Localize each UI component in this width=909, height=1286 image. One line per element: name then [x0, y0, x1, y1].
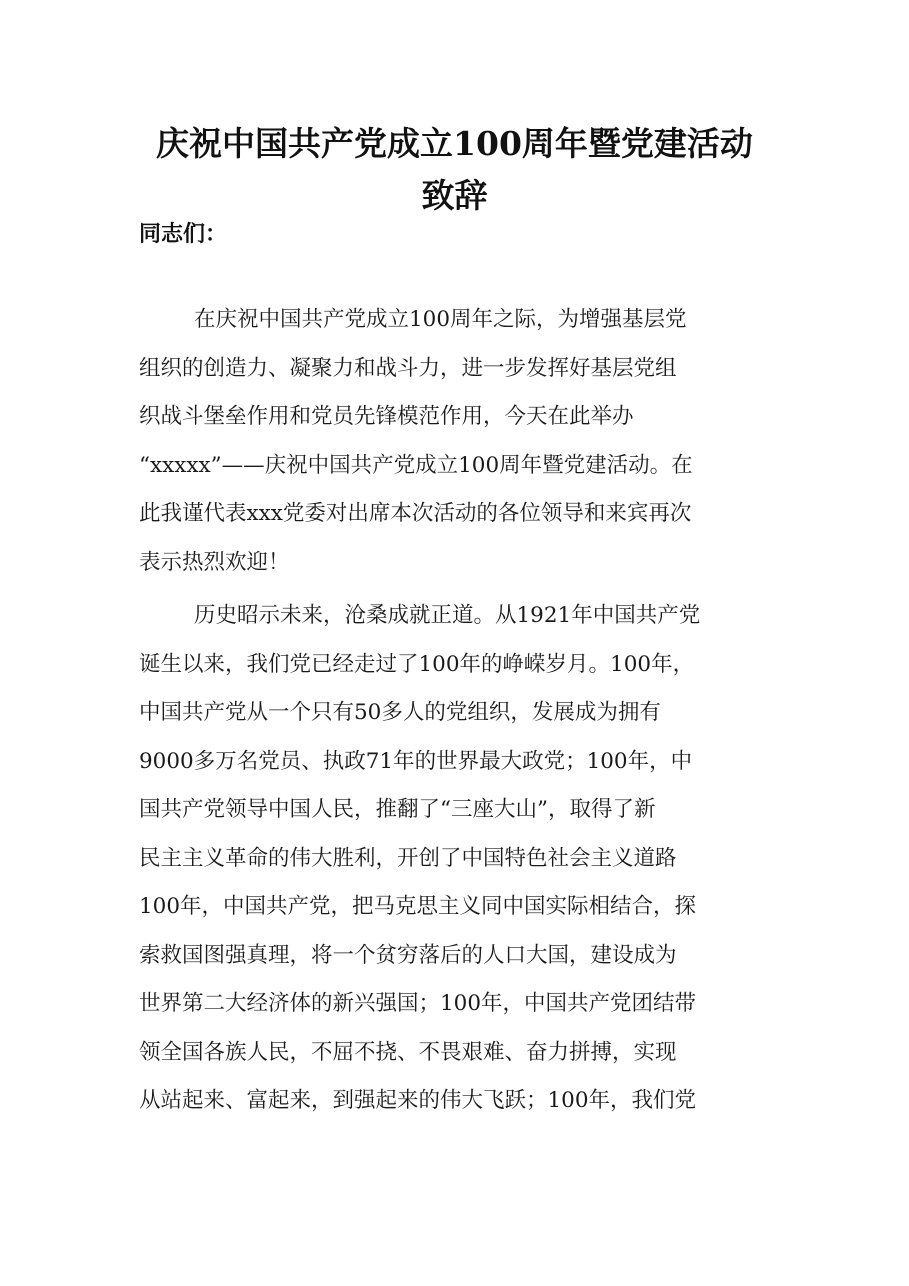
paragraph-line: 从站起来、富起来，到强起来的伟大飞跃；100年，我们党 [139, 1088, 697, 1113]
paragraph-line: 在庆祝中国共产党成立100周年之际，为增强基层党 [194, 307, 687, 332]
title-line-1: 庆祝中国共产党成立100周年暨党建活动 [156, 124, 753, 163]
salutation: 同志们： [139, 222, 228, 247]
paragraph-line: 9000多万名党员、执政71年的世界最大政党；100年，中 [139, 748, 693, 774]
paragraph-line: 世界第二大经济体的新兴强国；100年，中国共产党团结带 [139, 991, 697, 1016]
paragraph-line: 国共产党领导中国人民，推翻了“三座大山”，取得了新 [139, 797, 656, 822]
paragraph-line: 民主主义革命的伟大胜利，开创了中国特色社会主义道路 [139, 845, 677, 871]
paragraph-line: 组织的创造力、凝聚力和战斗力，进一步发挥好基层党组 [139, 355, 677, 381]
paragraph-line: 织战斗堡垒作用和党员先锋模范作用，今天在此举办 [139, 404, 634, 429]
paragraph-line: 100年，中国共产党，把马克思主义同中国实际相结合，探 [139, 894, 697, 919]
paragraph-line: 此我谨代表xxx党委对出席本次活动的各位领导和来宾再次 [139, 501, 692, 526]
paragraph-line: “xxxxx”——庆祝中国共产党成立100周年暨党建活动。在 [139, 452, 693, 478]
paragraph-line: 索救国图强真理，将一个贫穷落后的人口大国，建设成为 [139, 942, 677, 968]
document-title [100, 118, 809, 222]
paragraph-line: 中国共产党从一个只有50多人的党组织，发展成为拥有 [139, 700, 661, 725]
paragraph-line: 历史昭示未来，沧桑成就正道。从1921年中国共产党 [194, 603, 701, 628]
paragraph-line: 领全国各族人民，不屈不挠、不畏艰难、奋力拼搏，实现 [139, 1039, 677, 1065]
paragraph-2 [139, 592, 700, 1126]
title-line-2: 致辞 [421, 176, 488, 215]
paragraph-1 [139, 296, 693, 587]
paragraph-line: 表示热烈欢迎！ [139, 549, 290, 575]
paragraph-line: 诞生以来，我们党已经走过了100年的峥嵘岁月。100年， [139, 651, 695, 677]
